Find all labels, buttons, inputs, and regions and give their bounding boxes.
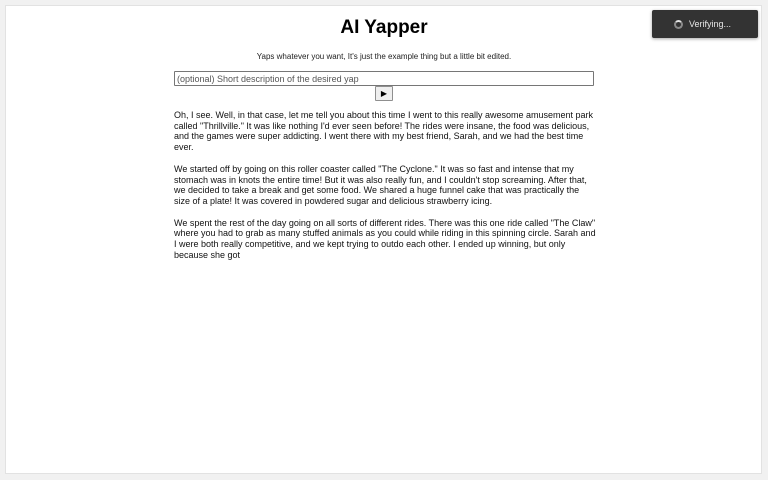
spinner-icon — [674, 20, 683, 29]
output-paragraph: We spent the rest of the day going on all sorts of different rides. There was this one ride called "The Claw" where you had to grab as many stuffed animals as you could while riding in this spinning circle. Sarah and I were both really competitive, and we kept trying to outdo each other. I ended up winning, but only because she got — [174, 217, 596, 260]
page-subtitle: Yaps whatever you want, It's just the example thing but a little bit edited. — [256, 52, 512, 61]
yap-output — [174, 110, 596, 271]
output-paragraph: We started off by going on this roller coaster called "The Cyclone." It was so fast and intense that my stomach was in knots the entire time! But it was also really fun, and I couldn't stop screaming. After that, we decided to take a break and get some food. We shared a huge funnel cake that was practically the size of a plate! It was covered in powdered sugar and delicious strawberry icing. — [174, 163, 587, 206]
verifying-toast — [652, 10, 758, 38]
play-icon: ▶ — [380, 89, 388, 98]
yap-description-input[interactable] — [174, 71, 594, 86]
generate-button[interactable] — [375, 86, 393, 101]
page-title: AI Yapper — [340, 17, 428, 38]
toast-text: Verifying... — [689, 19, 732, 29]
output-paragraph: Oh, I see. Well, in that case, let me tell you about this time I went to this really awesome amusement park called "Thrillville." It was like nothing I'd ever seen before! The rides were insane, the food was delicious, and the games were super addicting. I went there with my best friend, Sarah, and we had the best time ever. — [174, 110, 594, 153]
